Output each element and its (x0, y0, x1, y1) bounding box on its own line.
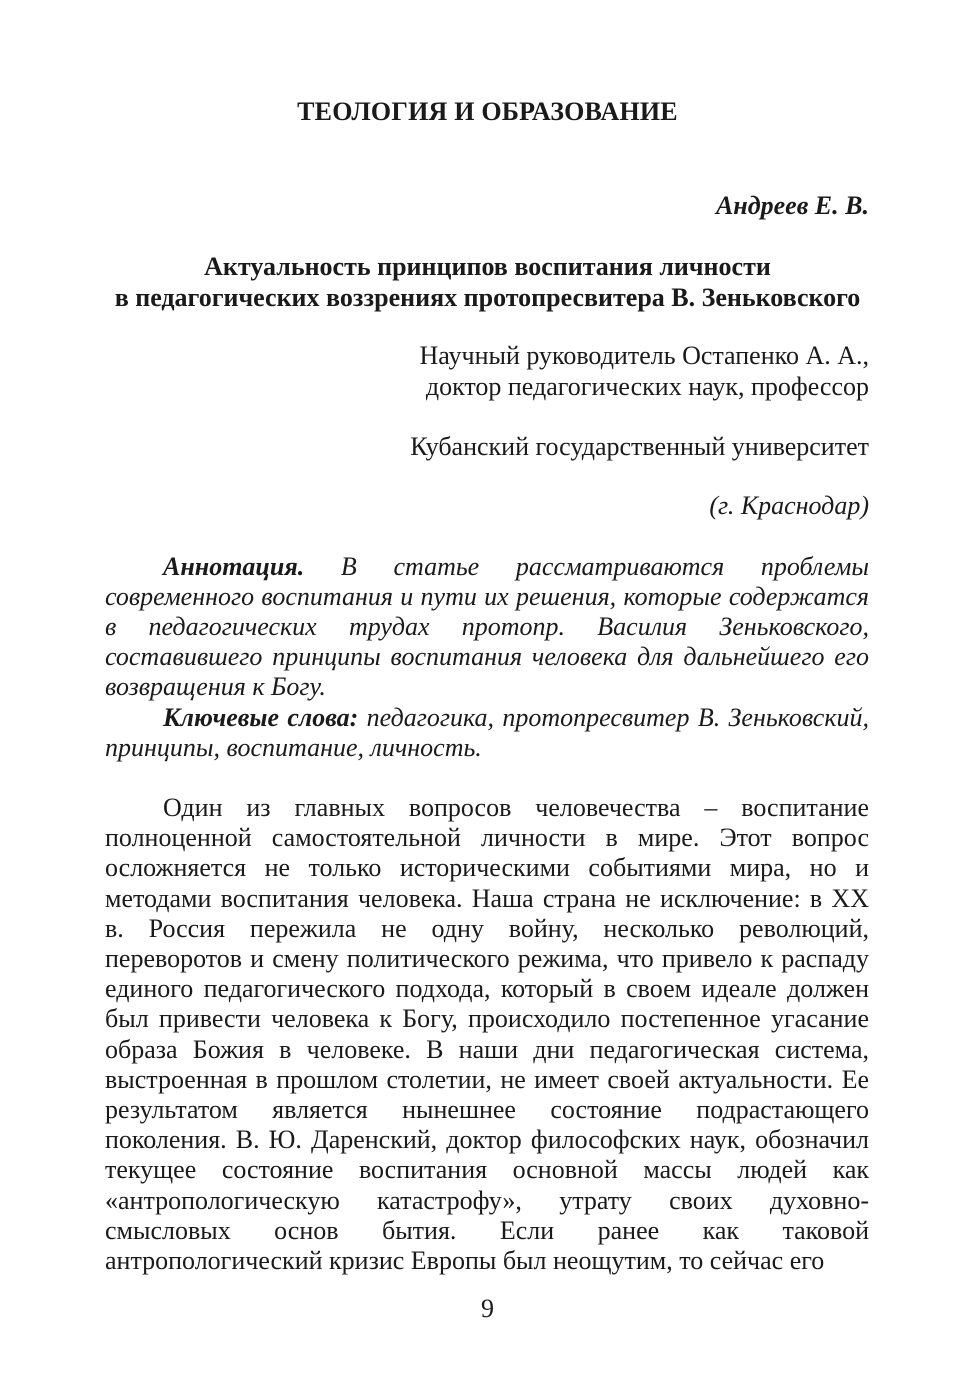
section-title: ТЕОЛОГИЯ И ОБРАЗОВАНИЕ (297, 97, 678, 126)
author-name: Андреев Е. В. (715, 191, 869, 220)
article-title-line-1: Актуальность принципов воспитания личности (204, 252, 771, 281)
article-title-line-2: в педагогических воззрениях протопресвитера В. Зеньковского (114, 283, 861, 312)
annotation-text: В статье рассматриваются проблемы современного воспитания и пути их решения, которые содержатся в педагогических трудах протопр. Василия Зеньковского, составившего принципы воспитания человека для дальнейшего его возвращения к Богу. (105, 552, 869, 701)
page-number: 9 (481, 1294, 494, 1323)
body-paragraph: Один из главных вопросов человечества – воспитание полноценной самостоятельной личности в мире. Этот вопрос осложняется не только историческими событиями мира, но и методами воспитания человека. Наша страна не исключение: в XX в. Россия пережила не одну войну, несколько революций, переворотов и смену политического режима, что привело к распаду единого педагогического подхода, который в своем идеале должен был привести человека к Богу, происходило постепенное угасание образа Божия в человеке. В наши дни педагогическая система, выстроенная в прошлом столетии, не имеет своей актуальности. Ее результатом является нынешнее состояние подрастающего поколения. В. Ю. Даренский, доктор философских наук, обозначил текущее состояние воспитания основной массы людей как «антропологическую катастрофу», утрату своих духовно-смысловых основ бытия. Если ранее как таковой антропологический кризис Европы был неощутим, то сейчас его (105, 793, 869, 1276)
supervisor-line-2: доктор педагогических наук, профессор (425, 372, 869, 401)
article-title (0, 251, 975, 313)
supervisor-block (420, 340, 870, 402)
annotation-paragraph (105, 552, 869, 702)
supervisor-line-1: Научный руководитель Остапенко А. А., (419, 341, 869, 370)
keywords-label: Ключевые слова: (163, 703, 359, 732)
annotation-label: Аннотация. (163, 552, 305, 581)
city-name: (г. Краснодар) (709, 491, 869, 520)
university-name: Кубанский государственный университет (410, 432, 869, 461)
keywords-paragraph (105, 703, 869, 763)
keywords-text: педагогика, протопресвитер В. Зеньковский, принципы, воспитание, личность. (105, 703, 869, 762)
